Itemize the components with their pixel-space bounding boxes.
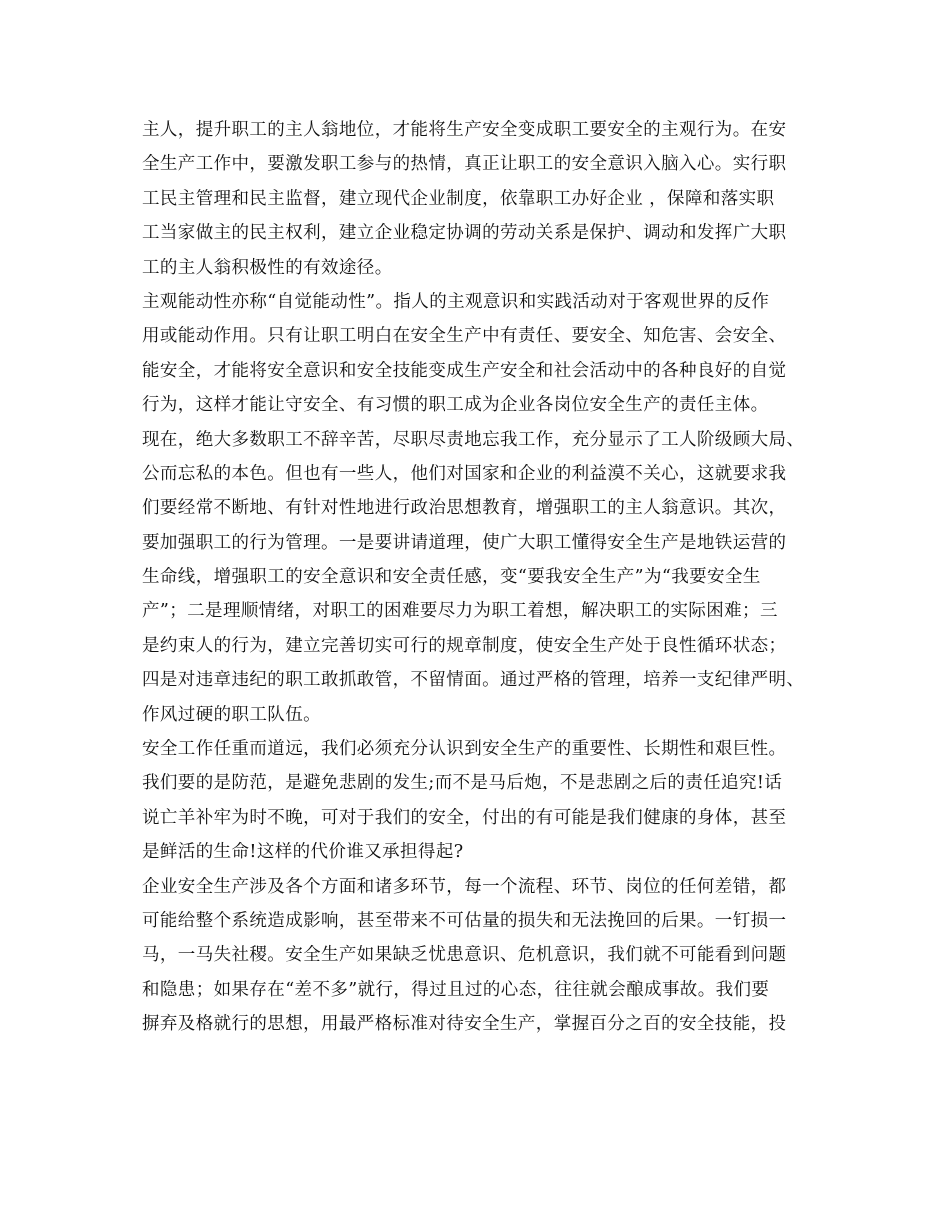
text-line: 全生产工作中，要激发职工参与的热情，真正让职工的安全意识入脑入心。实行职 bbox=[142, 154, 787, 175]
text-line: 是约束人的行为，建立完善切实可行的规章制度，使安全生产处于良性循环状态； bbox=[142, 635, 787, 656]
text-line: 摒弃及格就行的思想，用最严格标准对待安全生产，掌握百分之百的安全技能，投 bbox=[142, 1014, 787, 1035]
text-line: 产”；二是理顺情绪，对职工的困难要尽力为职工着想，解决职工的实际困难；三 bbox=[142, 601, 778, 622]
text-line: 现在，绝大多数职工不辞辛苦，尽职尽责地忘我工作，充分显示了工人阶级顾大局、 bbox=[142, 429, 805, 450]
text-line: 主人，提升职工的主人翁地位，才能将生产安全变成职工要安全的主观行为。在安 bbox=[142, 120, 787, 140]
text-line: 工当家做主的民主权利，建立企业稳定协调的劳动关系是保护、调动和发挥广大职 bbox=[142, 223, 787, 244]
text-line: 企业安全生产涉及各个方面和诸多环节，每一个流程、环节、岗位的任何差错，都 bbox=[142, 876, 787, 897]
text-line: 我们要的是防范，是避免悲剧的发生;而不是马后炮，不是悲剧之后的责任追究!话 bbox=[142, 773, 783, 794]
text-line: 主观能动性亦称“自觉能动性”。指人的主观意识和实践活动对于客观世界的反作 bbox=[142, 291, 770, 312]
text-line: 是鲜活的生命!这样的代价谁又承担得起? bbox=[142, 842, 464, 863]
text-line: 可能给整个系统造成影响，甚至带来不可估量的损失和无法挽回的后果。一钉损一 bbox=[142, 910, 787, 931]
text-line: 安全工作任重而道远，我们必须充分认识到安全生产的重要性、长期性和艰巨性。 bbox=[142, 739, 787, 760]
text-line: 行为，这样才能让守安全、有习惯的职工成为企业各岗位安全生产的责任主体。 bbox=[142, 395, 769, 416]
text-line: 要加强职工的行为管理。一是要讲请道理，使广大职工懂得安全生产是地铁运营的 bbox=[142, 532, 787, 553]
text-line: 生命线，增强职工的安全意识和安全责任感，变“要我安全生产”为“我要安全生 bbox=[142, 567, 761, 588]
text-line: 能安全，才能将安全意识和安全技能变成生产安全和社会活动中的各种良好的自觉 bbox=[142, 360, 787, 381]
document-body bbox=[142, 113, 822, 1042]
text-line: 四是对违章违纪的职工敢抓敢管，不留情面。通过严格的管理，培养一支纪律严明、 bbox=[142, 670, 805, 691]
text-line: 说亡羊补牢为时不晚，可对于我们的安全，付出的有可能是我们健康的身体，甚至 bbox=[142, 807, 787, 828]
text-line: 公而忘私的本色。但也有一些人，他们对国家和企业的利益漠不关心，这就要求我 bbox=[142, 463, 787, 484]
text-line: 工民主管理和民主监督，建立现代企业制度，依靠职工办好企业 ，保障和落实职 bbox=[142, 188, 775, 209]
text-line: 马，一马失社稷。安全生产如果缺乏忧患意识、危机意识，我们就不可能看到问题 bbox=[142, 945, 787, 966]
text-line: 和隐患；如果存在“差不多”就行，得过且过的心态，往往就会酿成事故。我们要 bbox=[142, 979, 770, 1000]
text-line: 们要经常不断地、有针对性地进行政治思想教育，增强职工的主人翁意识。其次， bbox=[142, 498, 787, 519]
text-line: 用或能动作用。只有让职工明白在安全生产中有责任、要安全、知危害、会安全、 bbox=[142, 326, 787, 347]
text-line: 工的主人翁积极性的有效途径。 bbox=[142, 257, 393, 278]
text-line: 作风过硬的职工队伍。 bbox=[142, 704, 321, 725]
